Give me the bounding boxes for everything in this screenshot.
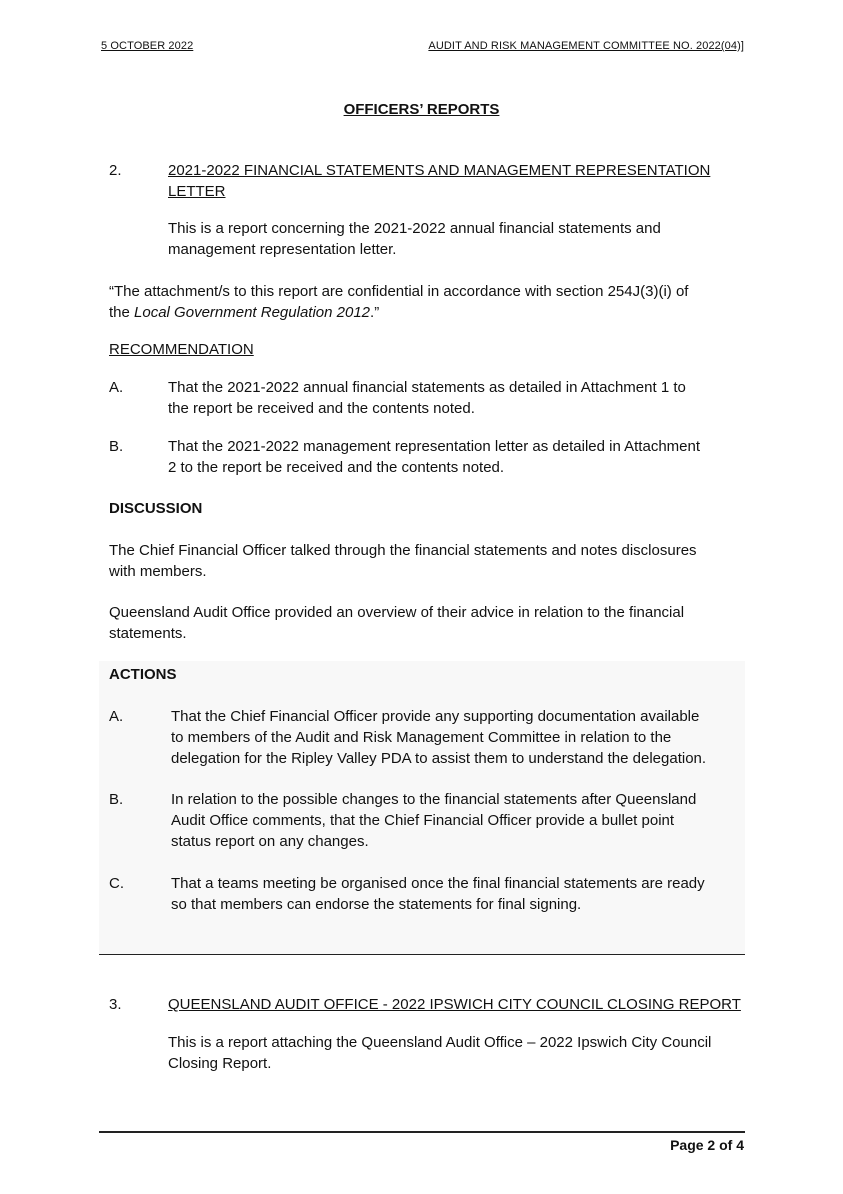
action-b-line1: In relation to the possible changes to the financial statements after Queensland: [171, 791, 697, 808]
recommendation-b-line1: That the 2021-2022 management representation letter as detailed in Attachment: [168, 438, 701, 455]
action-b-letter: B.: [109, 791, 124, 808]
recommendation-b-line2: 2 to the report be received and the contents noted.: [168, 459, 505, 476]
item2-title-line2: LETTER: [168, 183, 226, 200]
discussion-2-line2: statements.: [109, 625, 187, 642]
item3-title: QUEENSLAND AUDIT OFFICE - 2022 IPSWICH CITY COUNCIL CLOSING REPORT: [168, 996, 741, 1013]
regulation-name: Local Government Regulation 2012: [134, 304, 371, 321]
recommendation-a-letter: A.: [109, 379, 124, 396]
section-divider: [99, 954, 745, 955]
discussion-1-line1: The Chief Financial Officer talked through the financial statements and notes disclosures: [109, 542, 697, 559]
confidential-line2: [109, 302, 379, 323]
discussion-heading: DISCUSSION: [109, 500, 203, 517]
item2-number: 2.: [109, 162, 122, 179]
recommendation-a-line1: That the 2021-2022 annual financial statements as detailed in Attachment 1 to: [168, 379, 686, 396]
confidential-line2-post: .”: [370, 304, 380, 321]
item2-summary-line2: management representation letter.: [168, 241, 397, 258]
action-c-line1: That a teams meeting be organised once the final financial statements are ready: [171, 875, 705, 892]
item2-title-line1: 2021-2022 FINANCIAL STATEMENTS AND MANAGEMENT REPRESENTATION: [168, 162, 711, 179]
action-a-letter: A.: [109, 708, 124, 725]
action-a-line2: to members of the Audit and Risk Management Committee in relation to the: [171, 729, 672, 746]
confidential-line1: “The attachment/s to this report are confidential in accordance with section 254J(3)(i) of: [109, 283, 689, 300]
item3-number: 3.: [109, 996, 122, 1013]
discussion-2-line1: Queensland Audit Office provided an overview of their advice in relation to the financial: [109, 604, 685, 621]
action-a-line1: That the Chief Financial Officer provide any supporting documentation available: [171, 708, 700, 725]
action-a-line3: delegation for the Ripley Valley PDA to assist them to understand the delegation.: [171, 750, 707, 767]
page-title: OFFICERS’ REPORTS: [343, 101, 500, 118]
page-number: Page 2 of 4: [670, 1137, 744, 1153]
recommendation-a-line2: the report be received and the contents noted.: [168, 400, 475, 417]
recommendation-heading: RECOMMENDATION: [109, 341, 254, 358]
item3-summary-line1: This is a report attaching the Queensland Audit Office – 2022 Ipswich City Council: [168, 1034, 712, 1051]
action-c-line2: so that members can endorse the statements for final signing.: [171, 896, 582, 913]
item3-summary-line2: Closing Report.: [168, 1055, 272, 1072]
action-b-line2: Audit Office comments, that the Chief Financial Officer provide a bullet point: [171, 812, 675, 829]
footer-rule: [99, 1131, 745, 1133]
action-b-line3: status report on any changes.: [171, 833, 369, 850]
actions-heading: ACTIONS: [109, 666, 177, 683]
recommendation-b-letter: B.: [109, 438, 124, 455]
header-committee: AUDIT AND RISK MANAGEMENT COMMITTEE NO. 2022(04)]: [428, 40, 744, 52]
header-date: 5 OCTOBER 2022: [101, 40, 194, 52]
discussion-1-line2: with members.: [109, 563, 207, 580]
confidential-line2-pre: the: [109, 304, 135, 321]
action-c-letter: C.: [109, 875, 124, 892]
item2-summary-line1: This is a report concerning the 2021-2022 annual financial statements and: [168, 220, 661, 237]
